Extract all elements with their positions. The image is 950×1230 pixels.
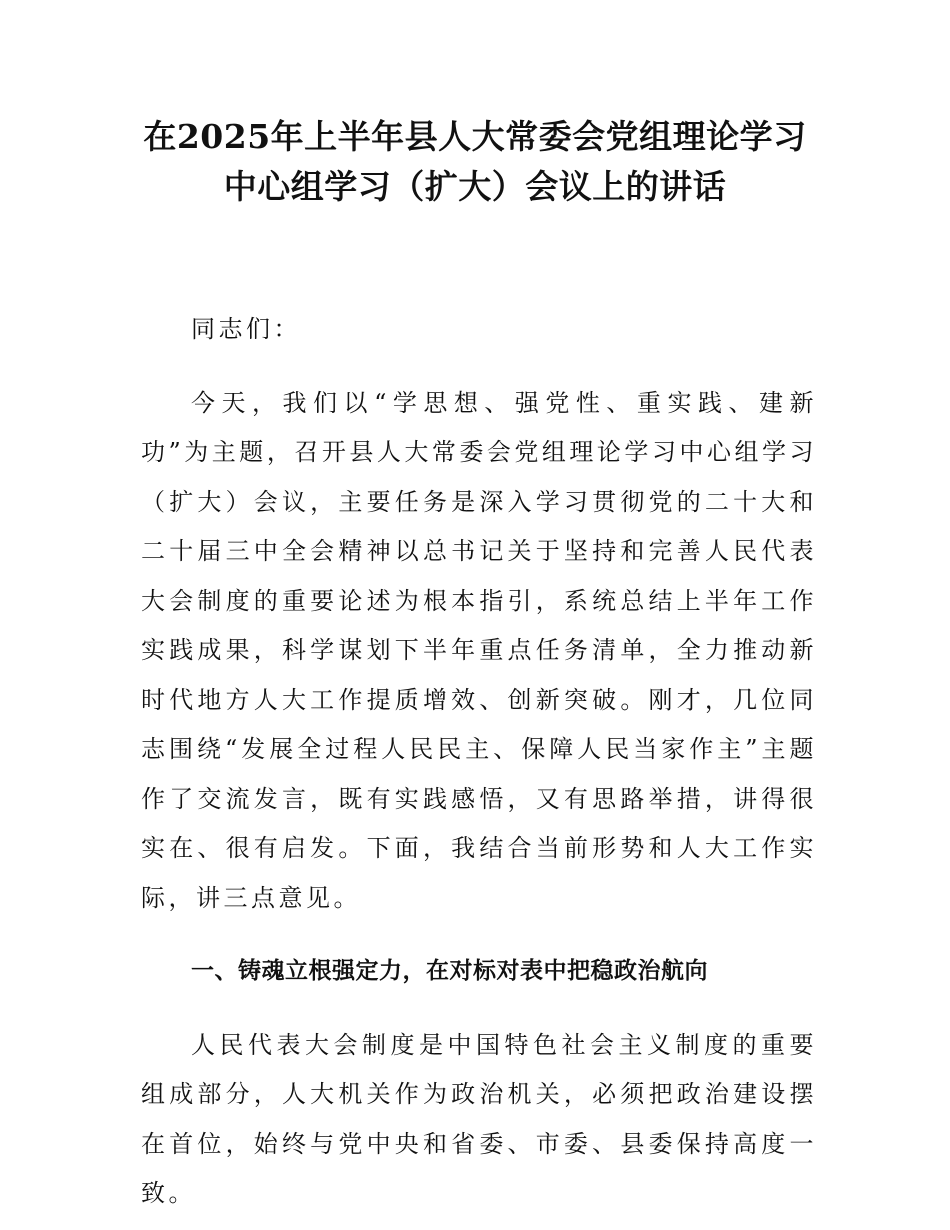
section-1-heading: 一、铸魂立根强定力，在对标对表中把稳政治航向 xyxy=(191,958,708,984)
document-body xyxy=(141,305,817,1219)
title-line-1: 在2025年上半年县人大常委会党组理论学习 xyxy=(143,117,807,156)
greeting: 同志们： xyxy=(191,315,301,343)
document-title xyxy=(0,112,950,212)
intro-paragraph: 今天，我们以“学思想、强党性、重实践、建新功”为主题，召开县人大常委会党组理论学习中心组学习（扩大）会议，主要任务是深入学习贯彻党的二十大和二十届三中全会精神以总书记关于坚持和完善人民代表大会制度的重要论述为根本指引，系统总结上半年工作实践成果，科学谋划下半年重点任务清单，全力推动新时代地方人大工作提质增效、创新突破。刚才，几位同志围绕“发展全过程人民民主、保障人民当家作主”主题作了交流发言，既有实践感悟，又有思路举措，讲得很实在、很有启发。下面，我结合当前形势和人大工作实际，讲三点意见。 xyxy=(141,388,817,912)
section-1-paragraph: 人民代表大会制度是中国特色社会主义制度的重要组成部分，人大机关作为政治机关，必须把政治建设摆在首位，始终与党中央和省委、市委、县委保持高度一致。 xyxy=(141,1030,817,1207)
title-line-2: 中心组学习（扩大）会议上的讲话 xyxy=(223,167,727,206)
